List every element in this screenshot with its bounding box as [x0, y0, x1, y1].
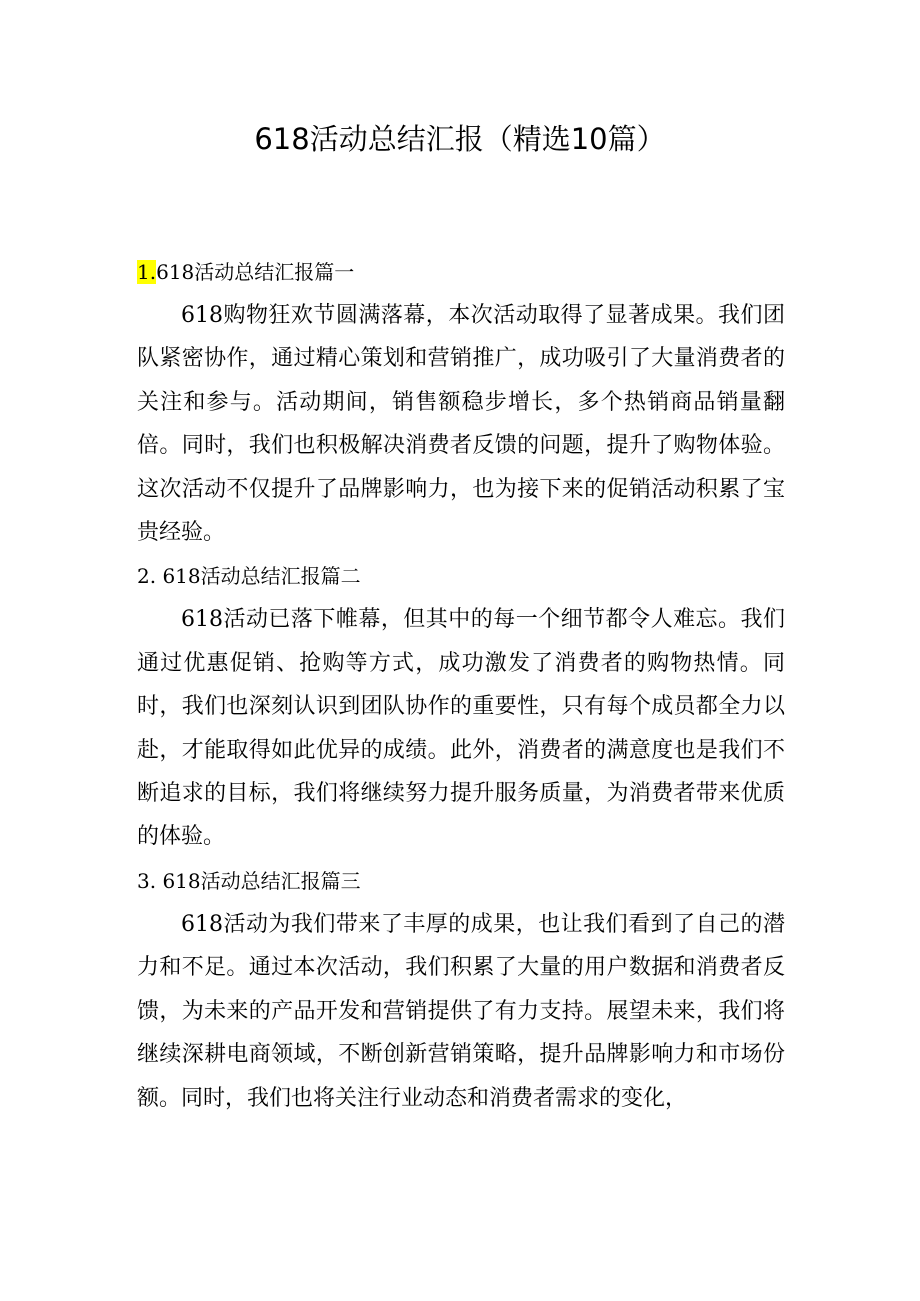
- section-3: [137, 859, 785, 1120]
- document-body: [137, 250, 785, 1120]
- section-heading: [137, 250, 785, 294]
- section-2: [137, 554, 785, 858]
- section-paragraph: 618活动已落下帷幕，但其中的每一个细节都令人难忘。我们通过优惠促销、抢购等方式，成功激发了消费者的购物热情。同时，我们也深刻认识到团队协作的重要性，只有每个成员都全力以赴，才能取得如此优异的成绩。此外，消费者的满意度也是我们不断追求的目标，我们将继续努力提升服务质量，为消费者带来优质的体验。: [137, 607, 785, 850]
- section-number: 2.: [137, 564, 163, 589]
- section-number: 3.: [137, 868, 163, 893]
- document-title: 618活动总结汇报（精选10篇）: [254, 122, 666, 156]
- section-paragraph: 618活动为我们带来了丰厚的成果，也让我们看到了自己的潜力和不足。通过本次活动，我们积累了大量的用户数据和消费者反馈，为未来的产品开发和营销提供了有力支持。展望未来，我们将继续深耕电商领域，不断创新营销策略，提升品牌影响力和市场份额。同时，我们也将关注行业动态和消费者需求的变化，: [137, 911, 785, 1111]
- section-heading-text: 618活动总结汇报篇三: [162, 868, 361, 893]
- section-heading-text: 618活动总结汇报篇一: [156, 260, 355, 284]
- section-heading: [137, 859, 785, 903]
- section-heading: [137, 554, 785, 598]
- section-heading-text: 618活动总结汇报篇二: [162, 564, 361, 589]
- section-paragraph: 618购物狂欢节圆满落幕，本次活动取得了显著成果。我们团队紧密协作，通过精心策划和营销推广，成功吸引了大量消费者的关注和参与。活动期间，销售额稳步增长，多个热销商品销量翻倍。同时，我们也积极解决消费者反馈的问题，提升了购物体验。这次活动不仅提升了品牌影响力，也为接下来的促销活动积累了宝贵经验。: [137, 303, 785, 546]
- section-1: [137, 250, 785, 554]
- highlighted-section-number: 1.: [137, 260, 157, 284]
